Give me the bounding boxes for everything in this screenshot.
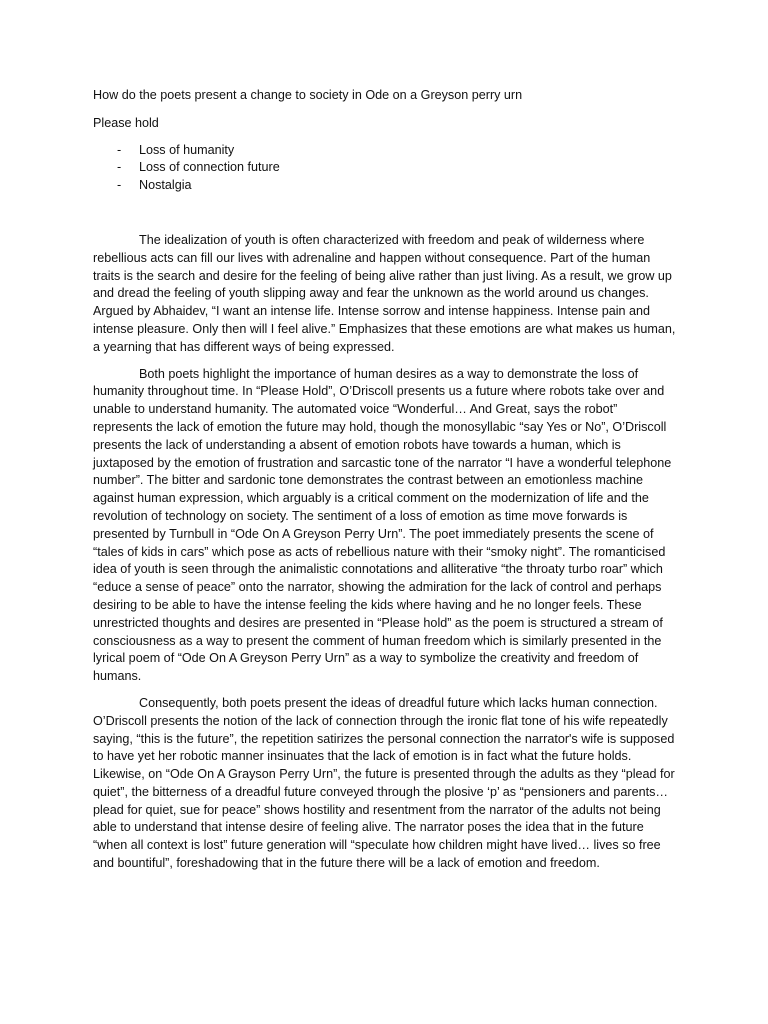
- document-title: How do the poets present a change to society in Ode on a Greyson perry urn: [93, 88, 523, 102]
- bullet-marker: -: [117, 178, 122, 193]
- bullet-text: Loss of connection future: [139, 160, 280, 175]
- bullet-marker: -: [117, 142, 122, 157]
- list-item: [93, 159, 679, 177]
- list-item: [93, 177, 679, 195]
- body-paragraph: Consequently, both poets present the ideas of dreadful future which lacks human connection. O’Driscoll presents the notion of the lack of connection through the ironic flat tone of his wife repeatedly saying, “this is the future”, the repetition satirizes the personal connection the narrator's wife is supposed to have yet her robotic manner insinuates that the lack of emotion is in fact what the future holds. Likewise, on “Ode On A Grayson Perry Urn”, the future is presented through the adults as they “plead for quiet”, the bitterness of a dreadful future conveyed through the plosive ‘p’ as “pensioners and parents… plead for quiet, sue for peace” shows hostility and resentment from the narrator of the adults not being able to understand that intense desire of feeling alive. The narrator poses the idea that in the future “when all context is lost” future generation will “speculate how children might have lived… lives so free and bountiful”, foreshadowing that in the future there will be a lack of emotion and freedom.: [93, 695, 675, 871]
- bullet-text: Loss of humanity: [139, 142, 235, 157]
- bullet-text: Nostalgia: [139, 178, 192, 193]
- document-subtitle: Please hold: [93, 115, 159, 130]
- bullet-list: [93, 142, 679, 195]
- body-paragraph: Both poets highlight the importance of human desires as a way to demonstrate the loss of humanity throughout time. In “Please Hold”, O’Driscoll presents us a future where robots take over and unable to understand humanity. The automated voice “Wonderful… And Great, says the robot” represents the lack of emotion the future may hold, though the monosyllabic “say Yes or No”, O’Driscoll presents the lack of understanding a absent of emotion robots have towards a human, which is juxtaposed by the emotion of frustration and sarcastic tone of the narrator “I have a wonderful telephone number”. The bitter and sardonic tone demonstrates the contrast between an emotionless machine against human expression, which arguably is a critical comment on the modernization of life and the revolution of technology on society. The sentiment of a loss of emotion as time move forwards is presented by Turnbull in “Ode On A Greyson Perry Urn”. The poet immediately presents the scene of “tales of kids in cars” which pose as acts of rebellious nature with their “smoky night”. The romanticised idea of youth is seen through the animalistic connotations and alliterative “the throaty turbo roar” which “educe a sense of peace” onto the narrator, showing the admiration for the lack of control and perhaps desiring to be able to have the intense feeling the kids where having and he no longer feels. These unrestricted thoughts and desires are presented in “Please hold” as the poem is structured a stream of consciousness as a way to present the comment of human freedom which is similarly presented in the lyrical poem of “Ode On A Greyson Perry Urn” as a way to symbolize the creativity and freedom of humans.: [93, 366, 672, 684]
- body-paragraph: The idealization of youth is often characterized with freedom and peak of wilderness where rebellious acts can fill our lives with adrenaline and happen without consequence. Part of the human traits is the search and desire for the feeling of being alive rather than just living. As a result, we grow up and dread the feeling of youth slipping away and fear the unknown as the world around us changes. Argued by Abhaidev, “I want an intense life. Intense sorrow and intense happiness. Intense pain and intense pleasure. Only then will I feel alive.” Emphasizes that these emotions are what makes us human, a yearning that has different ways of being expressed.: [93, 232, 676, 354]
- document-page: [93, 87, 679, 882]
- list-item: [93, 142, 679, 160]
- bullet-marker: -: [117, 160, 122, 175]
